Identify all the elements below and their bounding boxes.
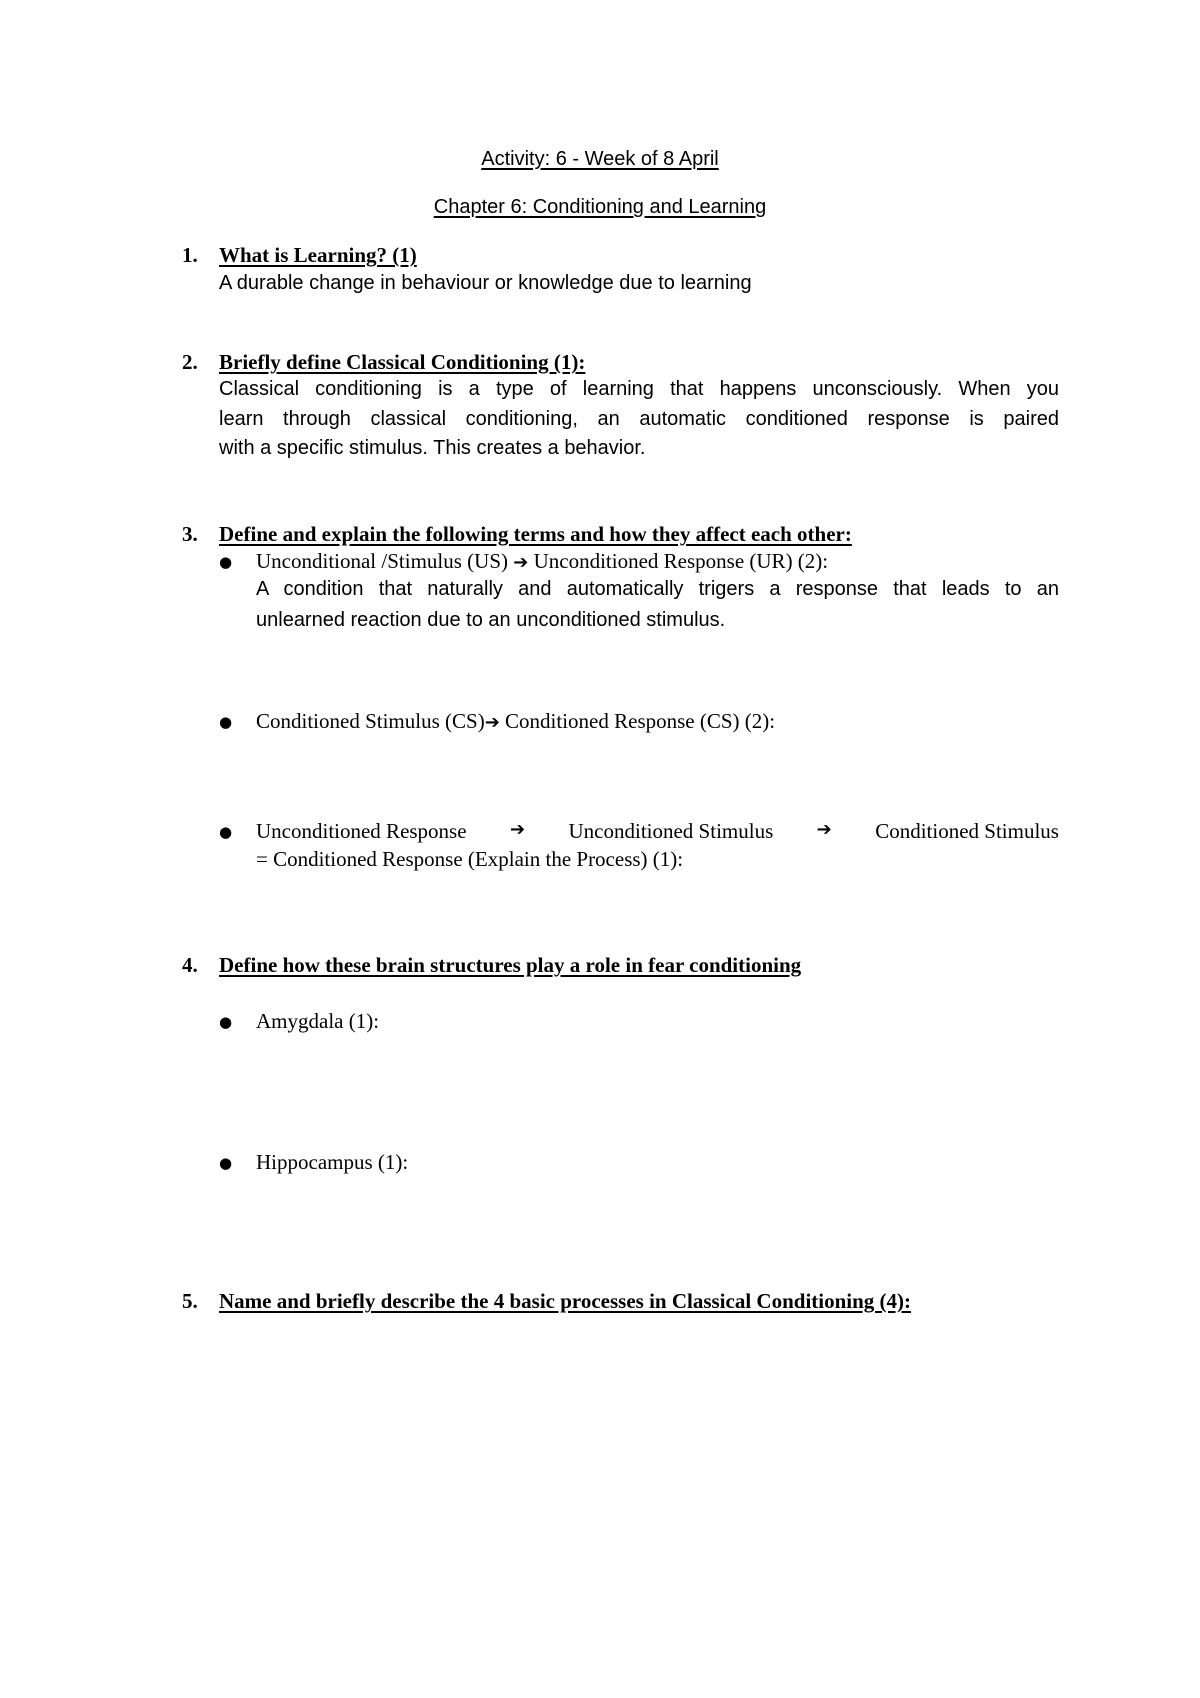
question-5-heading: Name and briefly describe the 4 basic processes in Classical Conditioning (4): [219, 1289, 912, 1313]
term-cs-cr [256, 709, 775, 734]
activity-title: Activity: 6 - Week of 8 April [481, 148, 719, 170]
question-2-answer-line-3: with a specific stimulus. This creates a behavior. [219, 437, 646, 459]
bullet-icon: ● [219, 1013, 233, 1031]
term-ur: Unconditioned Response (UR) (2): [528, 549, 829, 573]
question-5-number: 5. [182, 1289, 198, 1313]
arrow-right-icon: ➔ [816, 819, 832, 840]
term-us-process: Unconditioned Stimulus [568, 819, 774, 843]
bullet-icon: ● [219, 823, 233, 841]
question-2-number: 2. [182, 350, 198, 374]
question-1-heading: What is Learning? (1) [219, 243, 417, 267]
question-2-heading: Briefly define Classical Conditioning (1): [219, 350, 586, 374]
term-process-line-2: = Conditioned Response (Explain the Process) (1): [256, 847, 684, 871]
term-cr: Conditioned Response (CS) (2): [499, 709, 776, 733]
amygdala-label: Amygdala (1): [256, 1009, 380, 1033]
chapter-title: Chapter 6: Conditioning and Learning [433, 196, 767, 218]
term-process-line-1 [256, 819, 1059, 844]
term-cs-process: Conditioned Stimulus [875, 819, 1059, 843]
question-3-heading: Define and explain the following terms and how they affect each other: [219, 522, 852, 546]
question-1-answer: A durable change in behaviour or knowledge due to learning [219, 272, 752, 294]
question-4-heading: Define how these brain structures play a role in fear conditioning [219, 953, 802, 977]
arrow-right-icon: ➔ [484, 712, 500, 733]
term-us-ur-answer-line-1: A condition that naturally and automatically trigers a response that leads to an [256, 578, 1059, 600]
term-ur-process: Unconditioned Response [256, 819, 467, 843]
question-3-number: 3. [182, 522, 198, 546]
question-1-number: 1. [182, 243, 198, 267]
arrow-right-icon: ➔ [509, 819, 526, 840]
question-4-number: 4. [182, 953, 198, 977]
arrow-right-icon: ➔ [513, 552, 529, 573]
hippocampus-label: Hippocampus (1): [256, 1150, 409, 1174]
term-us-ur-answer-line-2: unlearned reaction due to an unconditioned stimulus. [256, 609, 726, 631]
term-us: Unconditional /Stimulus (US) [256, 549, 514, 573]
term-cs: Conditioned Stimulus (CS) [256, 709, 485, 733]
question-2-answer-line-1: Classical conditioning is a type of learning that happens unconsciously. When you [219, 378, 1059, 400]
bullet-icon: ● [219, 1154, 233, 1172]
bullet-icon: ● [219, 713, 233, 731]
term-us-ur [256, 549, 828, 574]
question-2-answer-line-2: learn through classical conditioning, an automatic conditioned response is paired [219, 408, 1059, 430]
bullet-icon: ● [219, 553, 233, 571]
